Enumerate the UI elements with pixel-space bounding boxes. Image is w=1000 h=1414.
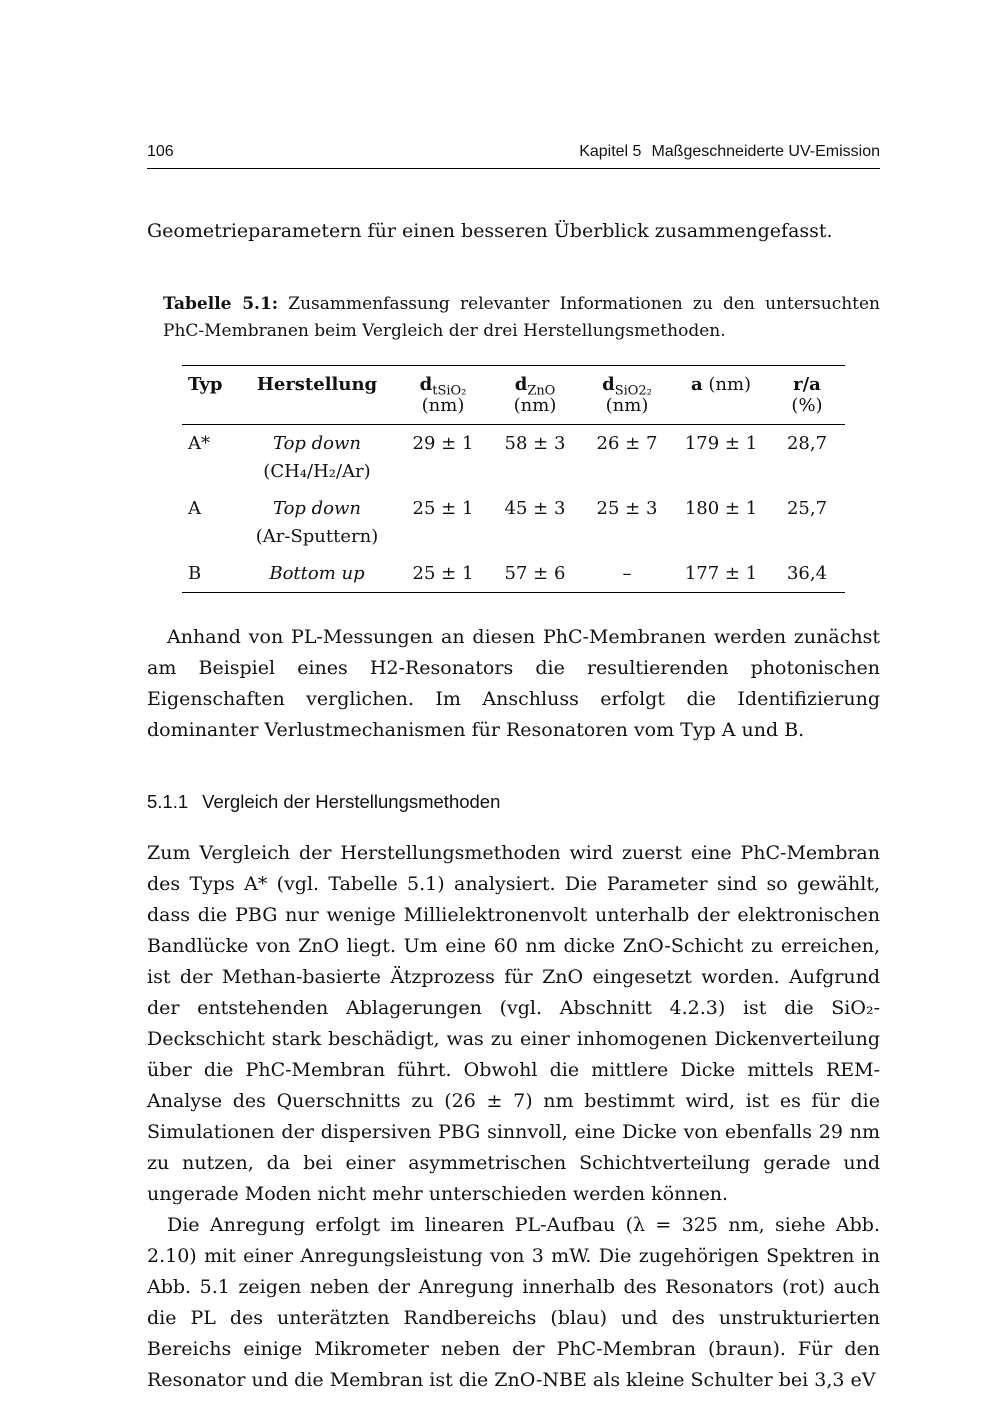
cell-a: 180 ± 1 [684, 498, 758, 519]
method-detail: (CH₄/H₂/Ar) [263, 461, 371, 482]
section-title: Vergleich der Herstellungsmethoden [202, 791, 501, 812]
cell-typ: B [188, 563, 202, 584]
column-header-d-zno: $d_{ZnO}$ (nm) [513, 374, 557, 416]
table-header-row [182, 366, 845, 425]
cell-herstellung [237, 555, 397, 593]
paragraph-vergleich: Zum Vergleich der Herstellungsmethoden wird zuerst eine PhC-Membran des Typs A* (vgl. Tabelle 5.1) analysiert. Die Parameter sind so gewählt, dass die PBG nur wenige Millielektronenvolt unterhalb der elektronischen Bandlücke von ZnO liegt. Um eine 60 nm dicke ZnO-Schicht zu erreichen, ist der Methan-basierte Ätzprozess für ZnO eingesetzt worden. Aufgrund der entstehenden Ablagerungen (vgl. Abschnitt 4.2.3) ist die SiO₂-Deckschicht stark beschädigt, was zu einer inhomogenen Dickenverteilung über die PhC-Membran führt. Obwohl die mittlere Dicke mittels REM-Analyse des Querschnitts zu (26 ± 7) nm bestimmt wird, ist es für die Simulationen der dispersiven PBG sinnvoll, eine Dicke von ebenfalls 29 nm zu nutzen, da bei einer asymmetrischen Schichtverteilung gerade und ungerade Moden nicht mehr unterschieden werden können. [147, 842, 880, 1205]
column-header-d-sio2-2: $d_{SiO2_2}$ (nm) [602, 374, 652, 416]
table-row [182, 425, 845, 491]
table-row [182, 555, 845, 593]
section-number: 5.1.1 [147, 791, 189, 812]
column-header-r-a: r/a (%) [791, 374, 823, 416]
cell-d-tsio2: 29 ± 1 [412, 433, 474, 454]
cell-d-zno: 57 ± 6 [504, 563, 566, 584]
paragraph-anregung: Die Anregung erfolgt im linearen PL-Aufbau (λ = 325 nm, siehe Abb. 2.10) mit einer Anregungsleistung von 3 mW. Die zugehörigen Spektren in Abb. 5.1 zeigen neben der Anregung innerhalb des Resonators (rot) auch die PL des unterätzten Randbereichs (blau) und des unstrukturierten Bereichs einige Mikrometer neben der PhC-Membran (braun). Für den Resonator und die Membran ist die ZnO-NBE als kleine Schulter bei 3,3 eV [147, 1214, 880, 1391]
cell-d-zno: 45 ± 3 [504, 498, 566, 519]
chapter-label: Kapitel 5 [579, 143, 642, 160]
phc-membrane-table [182, 365, 845, 593]
cell-r-a: 36,4 [786, 563, 828, 584]
paragraph-pl-messungen: Anhand von PL-Messungen an diesen PhC-Membranen werden zunächst am Beispiel eines H2-Resonators die resultierenden photonischen Eigenschaften verglichen. Im Anschluss erfolgt die Identifizierung dominanter Verlustmechanismen für Resonatoren vom Typ A und B. [147, 626, 880, 741]
table-caption [163, 291, 880, 345]
cell-d-sio2-2: – [622, 563, 632, 584]
cell-a: 179 ± 1 [684, 433, 758, 454]
method-name: Top down [272, 433, 362, 454]
table-container [182, 365, 880, 593]
chapter-title: Maßgeschneiderte UV-Emission [651, 143, 880, 160]
column-header-herstellung: Herstellung [256, 374, 378, 395]
section-heading [147, 791, 880, 813]
table-caption-text: Zusammenfassung relevanter Informationen zu den untersuchten PhC-Membranen beim Vergleich der drei Herstellungsmethoden. [163, 294, 880, 341]
column-header-d-tsio2: $d_{tSiO_2}$ (nm) [419, 374, 467, 416]
cell-herstellung [237, 425, 397, 491]
page-header [147, 143, 880, 169]
table-head [182, 366, 845, 425]
table-caption-label: Tabelle 5.1: [163, 294, 279, 314]
running-title [579, 143, 880, 161]
cell-d-sio2-2: 26 ± 7 [596, 433, 658, 454]
cell-d-sio2-2: 25 ± 3 [596, 498, 658, 519]
cell-r-a: 25,7 [786, 498, 828, 519]
table-body [182, 425, 845, 593]
column-header-typ: Typ [188, 374, 223, 395]
cell-d-tsio2: 25 ± 1 [412, 563, 474, 584]
cell-herstellung [237, 490, 397, 555]
cell-d-tsio2: 25 ± 1 [412, 498, 474, 519]
column-header-a: a (nm) [690, 374, 752, 395]
page-number: 106 [147, 143, 174, 160]
cell-typ: A [188, 498, 201, 519]
table-row [182, 490, 845, 555]
method-detail: (Ar-Sputtern) [255, 526, 379, 547]
method-name: Top down [272, 498, 362, 519]
method-name: Bottom up [269, 563, 365, 584]
cell-a: 177 ± 1 [684, 563, 758, 584]
cell-d-zno: 58 ± 3 [504, 433, 566, 454]
cell-r-a: 28,7 [786, 433, 828, 454]
cell-typ: A* [188, 433, 210, 454]
intro-paragraph: Geometrieparametern für einen besseren Überblick zusammengefasst. [147, 220, 833, 242]
